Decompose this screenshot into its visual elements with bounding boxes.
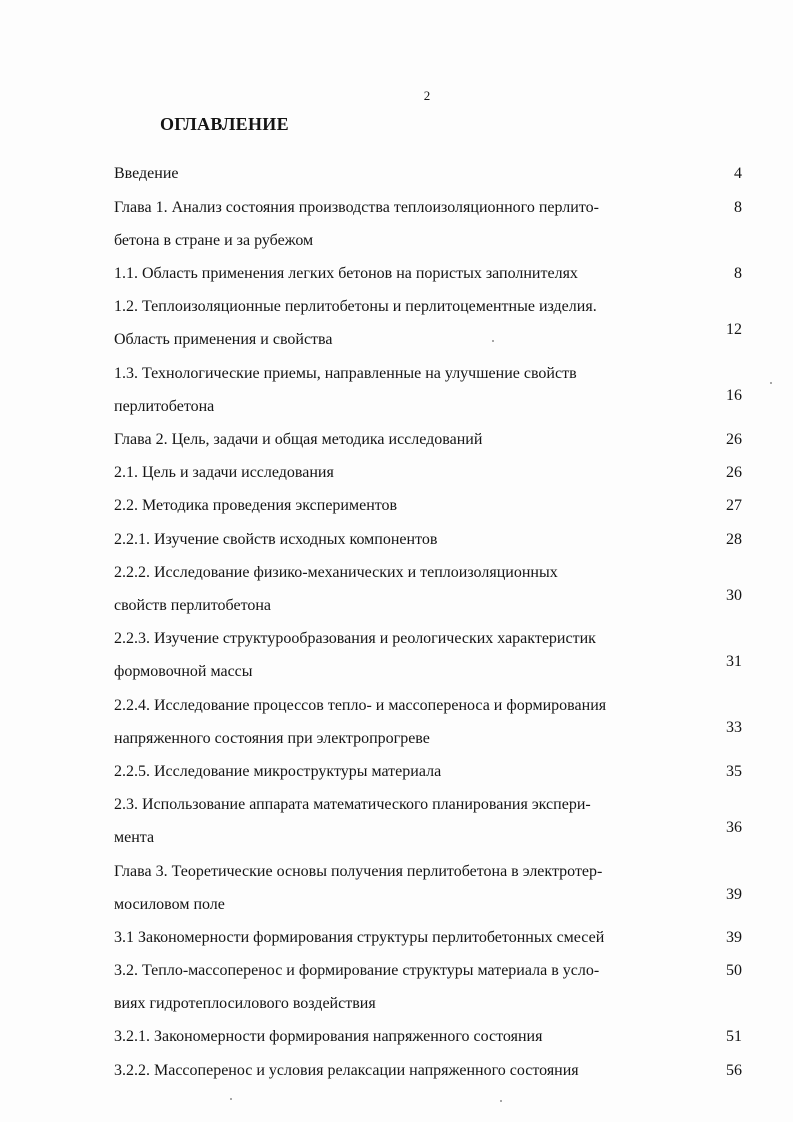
toc-entry-title: мента bbox=[114, 829, 155, 846]
toc-entry-title: 3.2.2. Массоперенос и условия релаксации напряженного состояния bbox=[114, 1062, 579, 1079]
toc-entry-page: 56 bbox=[726, 1062, 742, 1079]
scan-speck bbox=[230, 1098, 232, 1100]
toc-entry-title: 2.2.1. Изучение свойств исходных компонентов bbox=[114, 531, 438, 548]
scan-speck bbox=[770, 382, 772, 384]
toc-entry-page: 16 bbox=[726, 387, 742, 404]
toc-entry-title: 2.2.5. Исследование микроструктуры материала bbox=[114, 763, 442, 780]
toc-entry-title: 3.1 Закономерности формирования структуры перлитобетонных смесей bbox=[114, 929, 605, 946]
toc-entry-title: виях гидротеплосилового воздействия bbox=[114, 995, 376, 1012]
toc-entry-title: бетона в стране и за рубежом bbox=[114, 232, 314, 249]
toc-entry-title: 3.2. Тепло-массоперенос и формирование структуры материала в усло- bbox=[114, 962, 600, 979]
toc-entry-page: 27 bbox=[726, 497, 742, 514]
toc-entry-page: 35 bbox=[726, 763, 742, 780]
toc-entry-page: 26 bbox=[726, 431, 742, 448]
toc-entry-page: 28 bbox=[726, 531, 742, 548]
toc-entry-title: 2.1. Цель и задачи исследования bbox=[114, 464, 334, 481]
scan-speck bbox=[492, 340, 494, 342]
toc-entry-title: перлитобетона bbox=[114, 398, 215, 415]
toc-entry-title: 1.1. Область применения легких бетонов на пористых заполнителях bbox=[114, 265, 578, 282]
toc-entry-title: 1.3. Технологические приемы, направленные на улучшение свойств bbox=[114, 365, 577, 382]
toc-entry-title: формовочной массы bbox=[114, 663, 253, 680]
toc-entry-page: 33 bbox=[726, 719, 742, 736]
toc-entry-page: 4 bbox=[734, 165, 742, 182]
toc-entry-page: 39 bbox=[726, 886, 742, 903]
toc-entry-title: напряженного состояния при электропрогреве bbox=[114, 730, 430, 747]
toc-heading: ОГЛАВЛЕНИЕ bbox=[160, 114, 289, 134]
toc-entry-title: 2.2.2. Исследование физико-механических и теплоизоляционных bbox=[114, 564, 558, 581]
toc-entry-page: 31 bbox=[726, 653, 742, 670]
toc-entry-title: 2.2. Методика проведения экспериментов bbox=[114, 497, 398, 514]
toc-entry-title: 1.2. Теплоизоляционные перлитобетоны и перлитоцементные изделия. bbox=[114, 298, 597, 315]
page-number: 2 bbox=[423, 88, 431, 103]
toc-entry-title: Введение bbox=[114, 165, 179, 182]
toc-entry-title: 2.2.3. Изучение структурообразования и реологических характеристик bbox=[114, 630, 596, 647]
toc-entry-page: 36 bbox=[726, 819, 742, 836]
toc-entry-title: 2.3. Использование аппарата математического планирования экспери- bbox=[114, 796, 591, 813]
toc-entry-page: 8 bbox=[734, 199, 742, 216]
toc-entry-title: Глава 2. Цель, задачи и общая методика исследований bbox=[114, 431, 483, 448]
toc-entry-title: свойств перлитобетона bbox=[114, 597, 272, 614]
toc-entry-title: Глава 1. Анализ состояния производства теплоизоляционного перлито- bbox=[114, 199, 599, 216]
toc-entry-title: Глава 3. Теоретические основы получения перлитобетона в электротер- bbox=[114, 863, 603, 880]
toc-entry-page: 50 bbox=[726, 962, 742, 979]
toc-entry-page: 8 bbox=[734, 265, 742, 282]
toc-entry-page: 30 bbox=[726, 587, 742, 604]
toc-entry-title: Область применения и свойства bbox=[114, 331, 333, 348]
toc-entry-title: 3.2.1. Закономерности формирования напряженного состояния bbox=[114, 1028, 543, 1045]
toc-entry-title: 2.2.4. Исследование процессов тепло- и массопереноса и формирования bbox=[114, 697, 607, 714]
toc-entry-page: 26 bbox=[726, 464, 742, 481]
toc-entry-page: 51 bbox=[726, 1028, 742, 1045]
toc-entry-title: мосиловом поле bbox=[114, 896, 225, 913]
toc-entry-page: 12 bbox=[726, 321, 742, 338]
toc-entry-page: 39 bbox=[726, 929, 742, 946]
scan-speck bbox=[500, 1100, 502, 1102]
